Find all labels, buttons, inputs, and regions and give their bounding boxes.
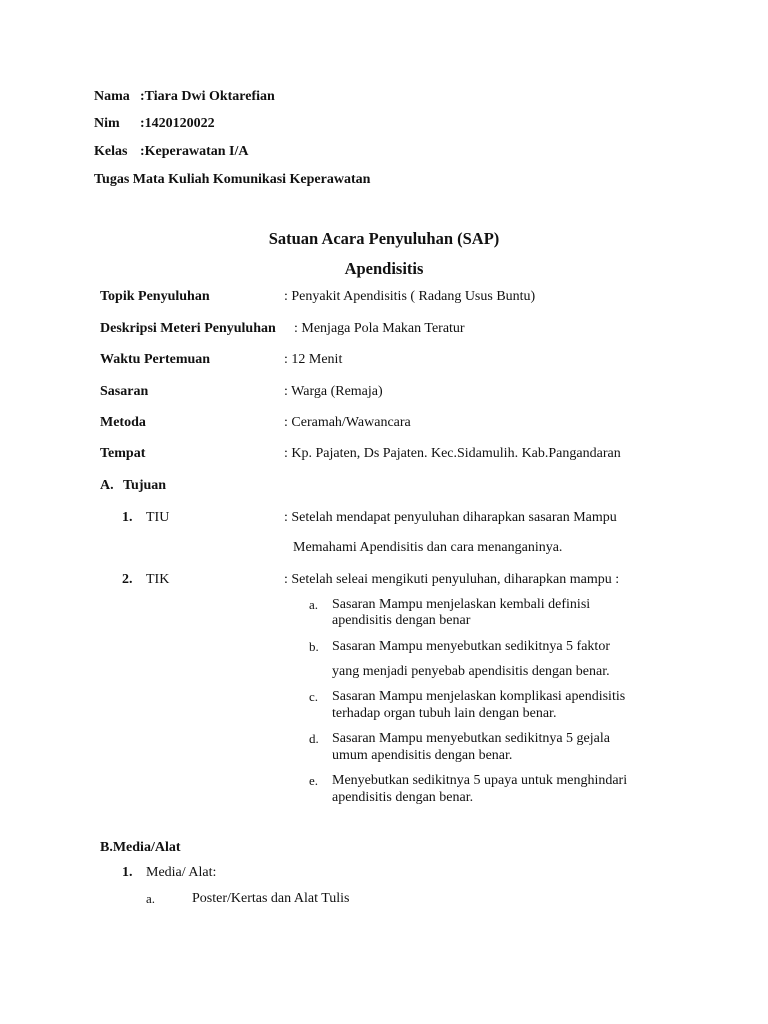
section-b-title: B.Media/Alat bbox=[100, 840, 181, 855]
field-label-metoda: Metoda bbox=[100, 415, 146, 430]
field-value-deskripsi: : Menjaga Pola Makan Teratur bbox=[294, 321, 465, 336]
tik-item-line: umum apendisitis dengan benar. bbox=[332, 748, 513, 763]
field-value-topik: : Penyakit Apendisitis ( Radang Usus Buntu) bbox=[284, 289, 536, 304]
tiu-label: TIU bbox=[146, 510, 170, 525]
tik-item-line: Sasaran Mampu menjelaskan komplikasi apendisitis bbox=[332, 689, 626, 704]
tik-item-marker: d. bbox=[309, 731, 319, 746]
tik-item-line: yang menjadi penyebab apendisitis dengan benar. bbox=[332, 664, 610, 679]
tik-item-line: Sasaran Mampu menyebutkan sedikitnya 5 gejala bbox=[332, 731, 610, 746]
tik-item-line: apendisitis dengan benar. bbox=[332, 790, 474, 805]
tik-item-marker: e. bbox=[309, 773, 319, 788]
tik-intro: : Setelah seleai mengikuti penyuluhan, diharapkan mampu : bbox=[284, 572, 620, 587]
tik-item-marker: b. bbox=[309, 639, 319, 654]
field-value-sasaran: : Warga (Remaja) bbox=[284, 384, 383, 399]
nim-label: Nim bbox=[94, 116, 120, 131]
tik-label: TIK bbox=[146, 572, 170, 587]
nama-value: :Tiara Dwi Oktarefian bbox=[140, 89, 275, 104]
field-label-deskripsi: Deskripsi Meteri Penyuluhan bbox=[100, 321, 276, 336]
tiu-line-1: : Setelah mendapat penyuluhan diharapkan sasaran Mampu bbox=[284, 510, 617, 525]
document-title: Satuan Acara Penyuluhan (SAP) bbox=[268, 229, 500, 248]
tik-item-line: Menyebutkan sedikitnya 5 upaya untuk menghindari bbox=[332, 773, 628, 788]
media-item-label: Media/ Alat: bbox=[146, 865, 217, 880]
nama-label: Nama bbox=[94, 89, 130, 104]
media-sub-label: Poster/Kertas dan Alat Tulis bbox=[192, 891, 350, 906]
field-label-topik: Topik Penyuluhan bbox=[100, 289, 210, 304]
section-a-marker: A. bbox=[100, 478, 114, 493]
course-title: Tugas Mata Kuliah Komunikasi Keperawatan bbox=[94, 172, 371, 187]
field-value-tempat: : Kp. Pajaten, Ds Pajaten. Kec.Sidamulih. Kab.Pangandaran bbox=[284, 446, 621, 461]
tik-item-line: Sasaran Mampu menyebutkan sedikitnya 5 faktor bbox=[332, 639, 610, 654]
media-sub-marker: a. bbox=[146, 891, 156, 906]
kelas-label: Kelas bbox=[94, 144, 128, 159]
field-value-waktu: : 12 Menit bbox=[284, 352, 343, 367]
tik-item-line: apendisitis dengan benar bbox=[332, 613, 471, 628]
kelas-value: :Keperawatan I/A bbox=[140, 144, 249, 159]
field-value-metoda: : Ceramah/Wawancara bbox=[284, 415, 411, 430]
tik-number: 2. bbox=[122, 572, 133, 587]
field-label-waktu: Waktu Pertemuan bbox=[100, 352, 211, 367]
section-a-title: Tujuan bbox=[123, 478, 167, 493]
tiu-number: 1. bbox=[122, 510, 133, 525]
tiu-line-2: Memahami Apendisitis dan cara menanganinya. bbox=[293, 540, 563, 555]
field-label-sasaran: Sasaran bbox=[100, 384, 149, 399]
document-subtitle: Apendisitis bbox=[344, 259, 424, 278]
nim-value: :1420120022 bbox=[140, 116, 215, 131]
tik-item-line: terhadap organ tubuh lain dengan benar. bbox=[332, 706, 557, 721]
tik-item-line: Sasaran Mampu menjelaskan kembali definisi bbox=[332, 597, 591, 612]
tik-item-marker: c. bbox=[309, 689, 319, 704]
field-label-tempat: Tempat bbox=[100, 446, 146, 461]
tik-item-marker: a. bbox=[309, 597, 319, 612]
media-item-number: 1. bbox=[122, 865, 133, 880]
